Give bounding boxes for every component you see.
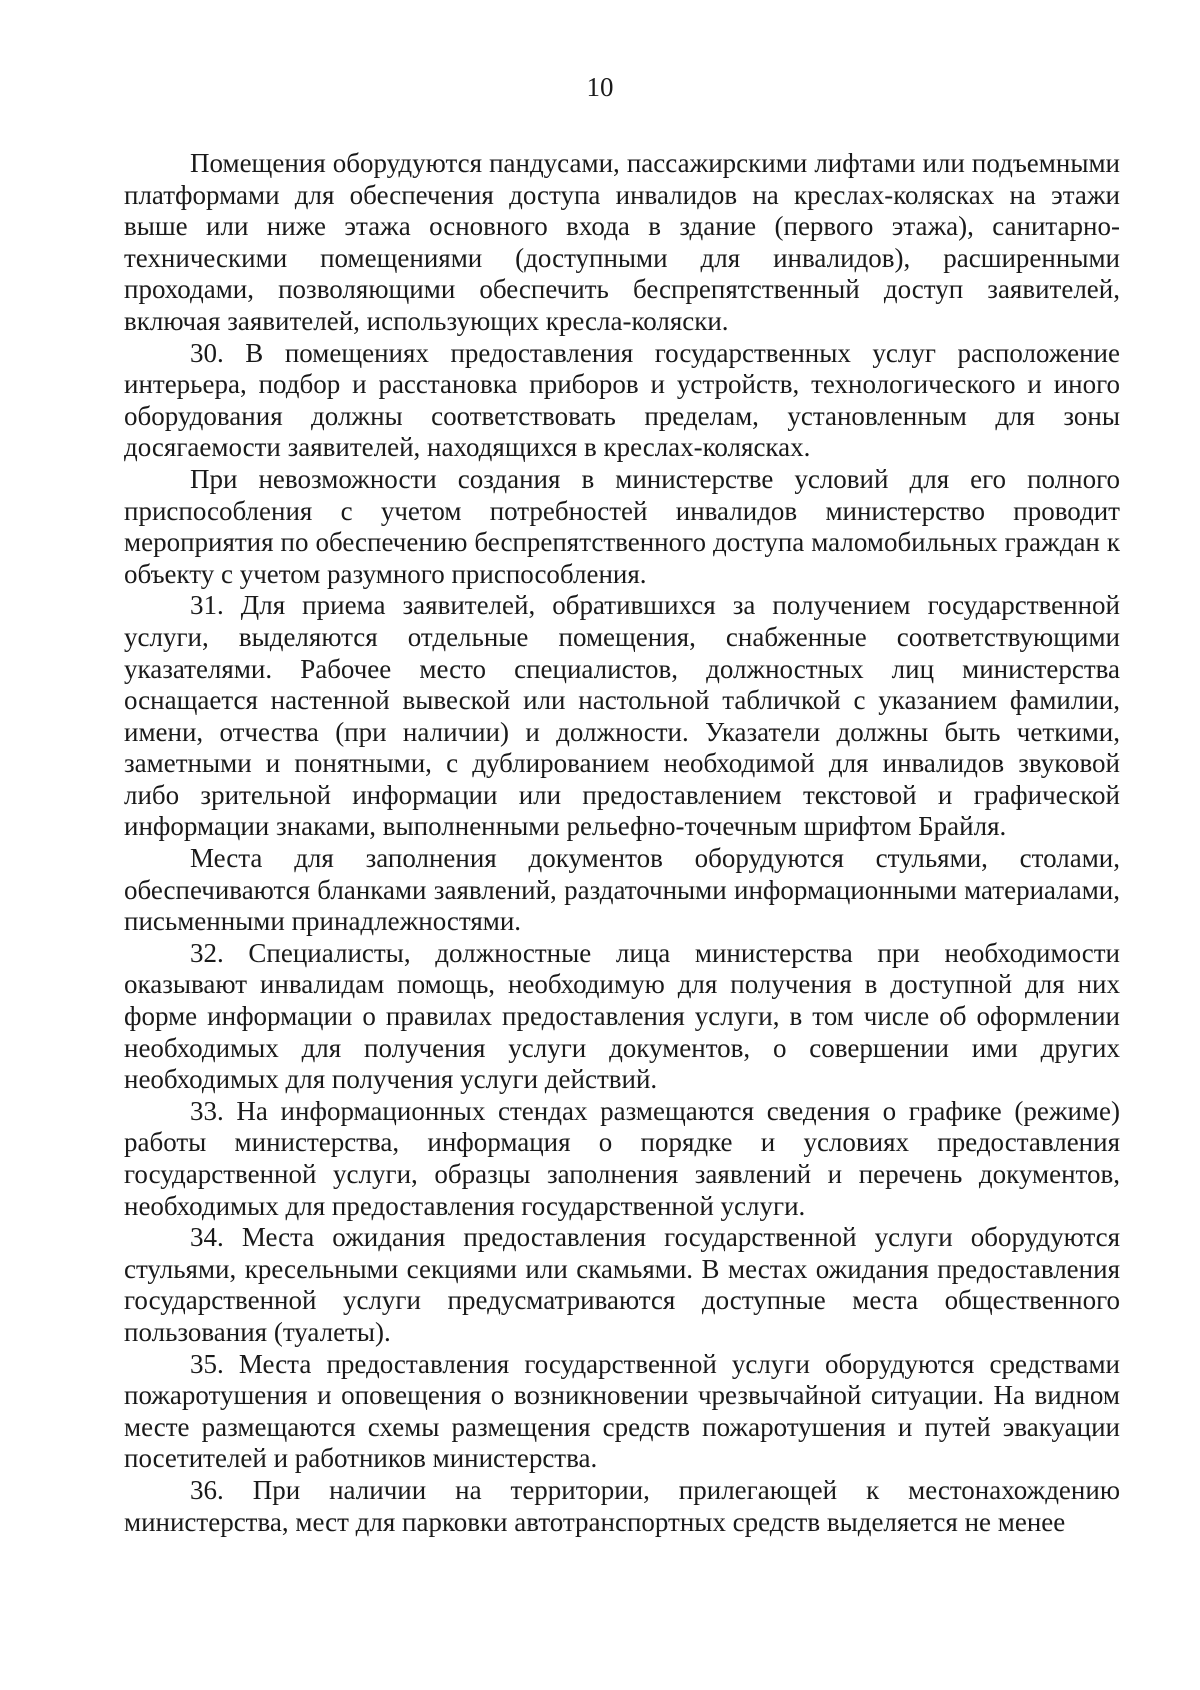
paragraph-document-filling-places: Места для заполнения документов оборудуются стульями, столами, обеспечиваются бланками заявлений, раздаточными информационными материалами, письменными принадлежностями. <box>124 843 1120 937</box>
paragraph-item-34: 34. Места ожидания предоставления государственной услуги оборудуются стульями, кресельными секциями или скамьями. В местах ожидания предоставления государственной услуги предусматриваются доступные места общественного пользования (туалеты). <box>124 1222 1120 1347</box>
paragraph-item-32: 32. Специалисты, должностные лица министерства при необходимости оказывают инвалидам помощь, необходимую для получения в доступной для них форме информации о правилах предоставления услуги, в том числе об оформлении необходимых для получения услуги документов, о совершении ими других необходимых для получения услуги действий. <box>124 937 1120 1095</box>
paragraph-item-33: 33. На информационных стендах размещаются сведения о графике (режиме) работы министерства, информация о порядке и условиях предоставления государственной услуги, образцы заполнения заявлений и перечень документов, необходимых для предоставления государственной услуги. <box>124 1095 1120 1221</box>
page-number: 10 <box>586 72 614 102</box>
paragraph-item-36: 36. При наличии на территории, прилегающей к местонахождению министерства, мест для парковки автотранспортных средств выделяется не менее <box>124 1474 1120 1537</box>
document-body <box>124 148 1120 1538</box>
paragraph-item-35: 35. Места предоставления государственной услуги оборудуются средствами пожаротушения и оповещения о возникновении чрезвычайной ситуации. На видном месте размещаются схемы размещения средств пожаротушения и путей эвакуации посетителей и работников министерства. <box>124 1348 1120 1474</box>
paragraph-item-30: 30. В помещениях предоставления государственных услуг расположение интерьера, подбор и расстановка приборов и устройств, технологического и иного оборудования должны соответствовать пределам, установленным для зоны досягаемости заявителей, находящихся в креслах-колясках. <box>124 337 1120 463</box>
paragraph-premises-equipment: Помещения оборудуются пандусами, пассажирскими лифтами или подъемными платформами для обеспечения доступа инвалидов на креслах-колясках на этажи выше или ниже этажа основного входа в здание (первого этажа), санитарно-техническими помещениями (доступными для инвалидов), расширенными проходами, позволяющими обеспечить беспрепятственный доступ заявителей, включая заявителей, использующих кресла-коляски. <box>124 148 1120 336</box>
paragraph-item-31: 31. Для приема заявителей, обратившихся за получением государственной услуги, выделяются отдельные помещения, снабженные соответствующими указателями. Рабочее место специалистов, должностных лиц министерства оснащается настенной вывеской или настольной табличкой с указанием фамилии, имени, отчества (при наличии) и должности. Указатели должны быть четкими, заметными и понятными, с дублированием необходимой для инвалидов звуковой либо зрительной информации или предоставлением текстовой и графической информации знаками, выполненными рельефно-точечным шрифтом Брайля. <box>124 590 1120 842</box>
paragraph-reasonable-accommodation: При невозможности создания в министерстве условий для его полного приспособления с учетом потребностей инвалидов министерство проводит мероприятия по обеспечению беспрепятственного доступа маломобильных граждан к объекту с учетом разумного приспособления. <box>124 463 1120 589</box>
